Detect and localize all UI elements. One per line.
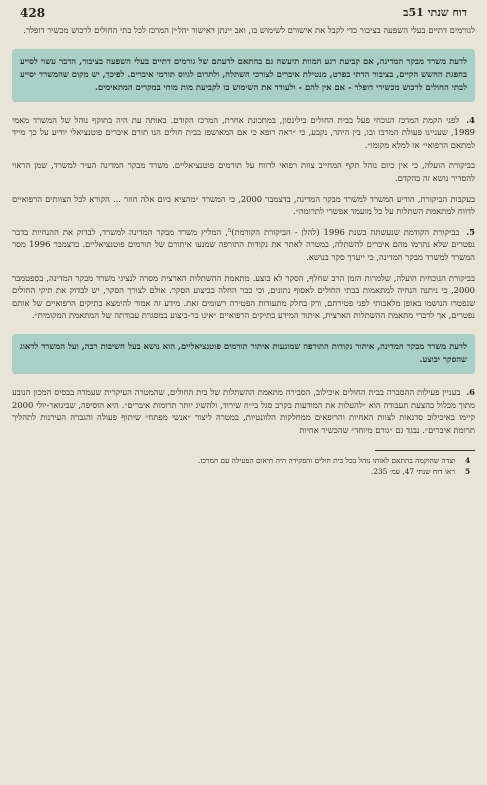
- paragraph-text: בביקורת הקודמת שנעשתה בשנת 1996 (להלן - הביקורת הקודמת)⁵, המליץ משרד מבקר המדינה למשרד, לבדוק את ההנחיות בדבר נפטרים שלא נתרמו מהם איברים להשתלה, במטרה לאתר את נקודות התורפה שמנעו איתורם של תורמים פוטנציאליים. בדצמבר 1996 מסר המשרד למשרד מבקר המדינה, כי ייערך סקר בנושא.: [12, 226, 475, 262]
- footnote-number: 4: [465, 456, 471, 466]
- paragraph-number: 4.: [466, 114, 475, 125]
- paragraph-5: [12, 226, 475, 264]
- callout-box: [12, 49, 475, 102]
- paragraph-text: בביקורת הועלה, כי אין כיום נוהל תקף המחייב צוות רפואי לדווח על תורמים פוטנציאליים. משרד מבקר המדינה העיר למשרד, שמן הראוי להסדיר נושא זה בהקדם.: [12, 160, 475, 183]
- paragraph-text: בביקורת הנוכחית הועלה, שלמרות הזמן הרב שחלף, הסקר לא בוצע. מתאמת ההשתלות הארצית מסרה לנציגי משרד מבקר המדינה, בספטמבר 2000, כי ניתנה הנחיה למתאמות בבתי החולים לאסוף נתונים, וכי כבר החלה בביצוע הסקר. אולם לצורך הסקר, יש לבדוק את תיקי החולים שנפטרו הנושמו באופן מלאכותי לפני פטירתם, ורק בחלק מתעודות הפטירה רשומים זאת. מידע זה אמור להימצא בתיקים הרפואיים של אותם נפטרים, אך לדברי מתאמת ההשתלות הארצית, איתור המידע בתיקים הרפואיים ״אינו בר-ביצוע במסגרת עבודתה של המתאמת המקומית״.: [12, 272, 475, 321]
- paragraph-4b: [12, 159, 475, 184]
- callout-text: לדעת משרד מבקר המדינה, אם קביעת רגע המוות תיעשה גם בהתאם לדעתם של גורמים דתיים בעלי השפעה בציבור, הדבר עשוי לסייע בהפגת החשש הקיים, בציבור הדתי בפרט, מנטילת איברים לצורכי השתלה, ולתרום לגיוס תורמי איברים. לפיכך, יש מקום שהמשרד יסייע לבתי החולים לרכוש מכשירי דופלר - אם אין להם - ולעודד את השימוש בו לקביעת מות מוחי במקרים המתאימים.: [20, 55, 467, 92]
- paragraph-4: [12, 114, 475, 152]
- paragraph-number: 6.: [466, 386, 475, 397]
- page-header: [20, 6, 467, 22]
- paragraph-4c: [12, 193, 475, 218]
- running-head: דוח שנתי 51ב: [403, 6, 467, 19]
- paragraph-6: [12, 386, 475, 436]
- paragraph-text: בעניין פעילות ההסברה בבית החולים איכילוב, הסבירה מתאמת ההשתלות של בית החולים, שהמטרה העיקרית שעמדה בבסיס המכון הנובע מתוך מכלול בהצעת תעבודה הוא ״להעלות את המודעות בקרב סגל בי״ח שירוד, ולהשיג יותר תרומות איברים״. היא הוסיפה, שבינואר-יולי 2000 קיימו באיכילוב סדנאות לצוות האחיות והרופאים ממחלקות הלוונטיות, במטרה ליצור ״אנשי מפתח״ שיתוף פעולה והגברה העירנות לתהליך תרומת איברים״. נבגד גם ״גורם מיוחד״ שהכשיר אחיות: [12, 386, 475, 435]
- callout-box: [12, 334, 475, 374]
- footnote: [12, 466, 475, 477]
- footnote-text: ראו דוח שנתי 47, עמ׳ 235.: [370, 467, 455, 477]
- callout-text: לדעת משרד מבקר המדינה, איתור נקודות התורפה שמונעות איתור תורמים פוטנציאליים, הוא נושא בעל חשיבות רבה, ועל המשרד לדאוג שהסקר יבוצע.: [20, 340, 467, 364]
- paragraph-number: 5.: [466, 226, 475, 237]
- paragraph-5b: [12, 272, 475, 322]
- paragraph-intro: [12, 24, 475, 37]
- paragraph-text: לפני הקמת המרכז הנוכחי פעל בבית החולים בילינסון, במתכונת אחרת, המרכז הקודם. באותה עת היה בתוקף נוהל של המשרד מאמי 1989, שעניינו פעולת המרכז ובו, בין היתר, נקבע, כי ״ראה רופא כי אם המאושפז בבית חולים הנו תורם איברים פוטנציאלי יודיע על כך מייד למתאם הרפואי״ או למלא מקומו״.: [12, 114, 475, 150]
- paragraph-text: לגורמים דתיים בעלי השפעה בציבור כדי לקבל את אישורם לשימוש בו, ואב יינתן דאישור יהל׳ין המרכז לכל בתי החולים לרכוש מכשיר דופלר.: [23, 25, 475, 35]
- footnote-separator: [375, 450, 475, 451]
- paragraph-text: בעקבות הביקורת, הודיע המשרד למשרד מבקר המדינה, בדצמבר 2000, כי המשרד ״מהציא ביום אלה חוזר ... הקורא לכל הצוותים הרפואיים לדווח למתאמת השתלות על כל מועמד אפשרי לתרומה״.: [12, 193, 475, 217]
- footnote-number: 5: [465, 467, 471, 477]
- footnote: [12, 455, 475, 466]
- page-number: 428: [20, 6, 46, 20]
- footnote-text: וצדה שהוקמה בהתאם לאותו נוהל בכל בית חולים והפקידה היה תיאום הפעילה עם המרכז.: [197, 456, 455, 466]
- document-body: [12, 24, 475, 477]
